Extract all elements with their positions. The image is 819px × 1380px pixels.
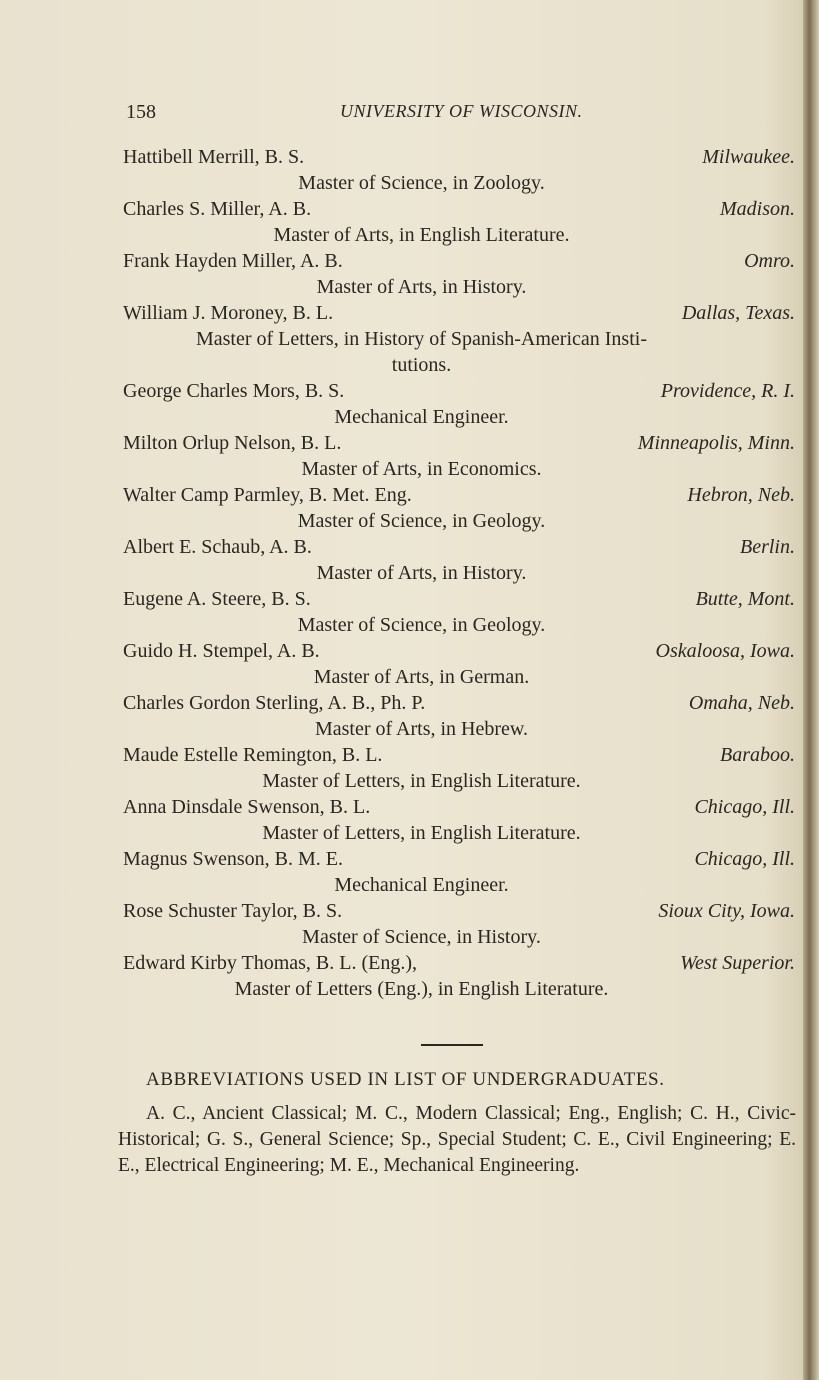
book-spine-edge [803, 0, 819, 1380]
entry-degree-line [0, 508, 803, 534]
entry-name-line [0, 742, 803, 768]
graduate-name: Eugene A. Steere, B. S. [123, 588, 311, 610]
graduate-name: Charles S. Miller, A. B. [123, 198, 312, 220]
running-title: UNIVERSITY OF WISCONSIN. [340, 101, 583, 121]
graduate-degree: Master of Letters (Eng.), in English Literature. [234, 978, 609, 1000]
graduate-degree: Master of Science, in Geology. [297, 510, 546, 532]
graduate-degree: Master of Letters, in English Literature. [262, 822, 581, 844]
graduate-name: Charles Gordon Sterling, A. B., Ph. P. [123, 692, 426, 714]
graduate-name: George Charles Mors, B. S. [123, 380, 345, 402]
graduate-name: Milton Orlup Nelson, B. L. [123, 432, 342, 454]
entry-degree-line [0, 456, 803, 482]
entry-degree-line [0, 560, 803, 586]
graduate-hometown: Butte, Mont. [695, 588, 795, 610]
graduate-hometown: Omaha, Neb. [688, 692, 795, 714]
entry-name-line [0, 690, 803, 716]
graduate-degree: Master of Science, in Geology. [297, 614, 546, 636]
graduate-name: Maude Estelle Remington, B. L. [123, 744, 383, 766]
graduate-name: Anna Dinsdale Swenson, B. L. [123, 796, 371, 818]
graduate-degree-continuation: tutions. [391, 354, 452, 376]
graduate-name: Rose Schuster Taylor, B. S. [123, 900, 343, 922]
graduate-hometown: Chicago, Ill. [694, 796, 795, 818]
entry-degree-line [0, 326, 803, 352]
entry-degree-line [0, 664, 803, 690]
graduate-hometown: Oskaloosa, Iowa. [655, 640, 795, 662]
graduate-name: Walter Camp Parmley, B. Met. Eng. [123, 484, 412, 506]
entry-name-line [0, 846, 803, 872]
entry-name-line [0, 794, 803, 820]
page-number: 158 [126, 101, 156, 123]
graduate-name: Magnus Swenson, B. M. E. [123, 848, 344, 870]
graduate-degree: Master of Arts, in Economics. [301, 458, 542, 480]
graduate-degree: Master of Science, in Zoology. [298, 172, 545, 194]
entry-degree-line [0, 924, 803, 950]
entry-degree-line [0, 404, 803, 430]
entry-degree-line [0, 612, 803, 638]
graduate-name: William J. Moroney, B. L. [123, 302, 334, 324]
abbreviations-text: A. C., Ancient Classical; M. C., Modern Classical; Eng., English; C. H., Civic-Historical; G. S., General Science; Sp., Special Student; C. E., Civil Engineering; E. E., Electrical Engineering; M. E., Mechanical Engineering. [118, 1103, 796, 1176]
abbreviations-paragraph [118, 1101, 796, 1179]
graduate-hometown: Berlin. [740, 536, 795, 558]
entry-name-line [0, 248, 803, 274]
graduate-hometown: Madison. [720, 198, 795, 220]
section-divider [421, 1044, 483, 1046]
graduate-hometown: Providence, R. I. [660, 380, 795, 402]
graduate-degree: Mechanical Engineer. [334, 406, 509, 428]
abbreviations-heading: ABBREVIATIONS USED IN LIST OF UNDERGRADUATES. [146, 1069, 665, 1090]
graduate-degree: Master of Letters, in History of Spanish-American Insti- [195, 328, 647, 350]
entry-name-line [0, 482, 803, 508]
entry-degree-line [0, 872, 803, 898]
graduate-degree: Master of Arts, in Hebrew. [314, 718, 529, 740]
entry-name-line [0, 534, 803, 560]
entry-degree-line [0, 716, 803, 742]
running-header [126, 101, 626, 129]
entry-name-line [0, 898, 803, 924]
entry-name-line [0, 950, 803, 976]
graduate-list [0, 144, 803, 1002]
entry-degree-line [0, 170, 803, 196]
graduate-degree: Master of Arts, in English Literature. [273, 224, 570, 246]
graduate-name: Albert E. Schaub, A. B. [123, 536, 312, 558]
graduate-degree: Master of Arts, in History. [316, 276, 527, 298]
entry-name-line [0, 300, 803, 326]
graduate-degree: Master of Science, in History. [302, 926, 541, 948]
graduate-name: Hattibell Merrill, B. S. [123, 146, 305, 168]
graduate-hometown: Hebron, Neb. [687, 484, 795, 506]
graduate-hometown: Sioux City, Iowa. [658, 900, 795, 922]
entry-name-line [0, 638, 803, 664]
graduate-degree: Master of Letters, in English Literature. [262, 770, 581, 792]
graduate-degree: Master of Arts, in German. [313, 666, 530, 688]
graduate-hometown: Omro. [744, 250, 795, 272]
entry-degree-continuation-line [0, 352, 803, 378]
graduate-hometown: Baraboo. [720, 744, 795, 766]
entry-name-line [0, 378, 803, 404]
entry-name-line [0, 196, 803, 222]
entry-degree-line [0, 976, 803, 1002]
graduate-hometown: West Superior. [680, 952, 795, 974]
entry-degree-line [0, 820, 803, 846]
graduate-hometown: Milwaukee. [702, 146, 795, 168]
entry-degree-line [0, 768, 803, 794]
graduate-hometown: Dallas, Texas. [681, 302, 795, 324]
entry-name-line [0, 430, 803, 456]
graduate-degree: Mechanical Engineer. [334, 874, 509, 896]
graduate-degree: Master of Arts, in History. [316, 562, 527, 584]
graduate-name: Edward Kirby Thomas, B. L. (Eng.), [123, 952, 418, 974]
entry-degree-line [0, 222, 803, 248]
graduate-hometown: Minneapolis, Minn. [637, 432, 795, 454]
graduate-name: Guido H. Stempel, A. B. [123, 640, 320, 662]
entry-name-line [0, 586, 803, 612]
graduate-hometown: Chicago, Ill. [694, 848, 795, 870]
entry-name-line [0, 144, 803, 170]
entry-degree-line [0, 274, 803, 300]
graduate-name: Frank Hayden Miller, A. B. [123, 250, 343, 272]
